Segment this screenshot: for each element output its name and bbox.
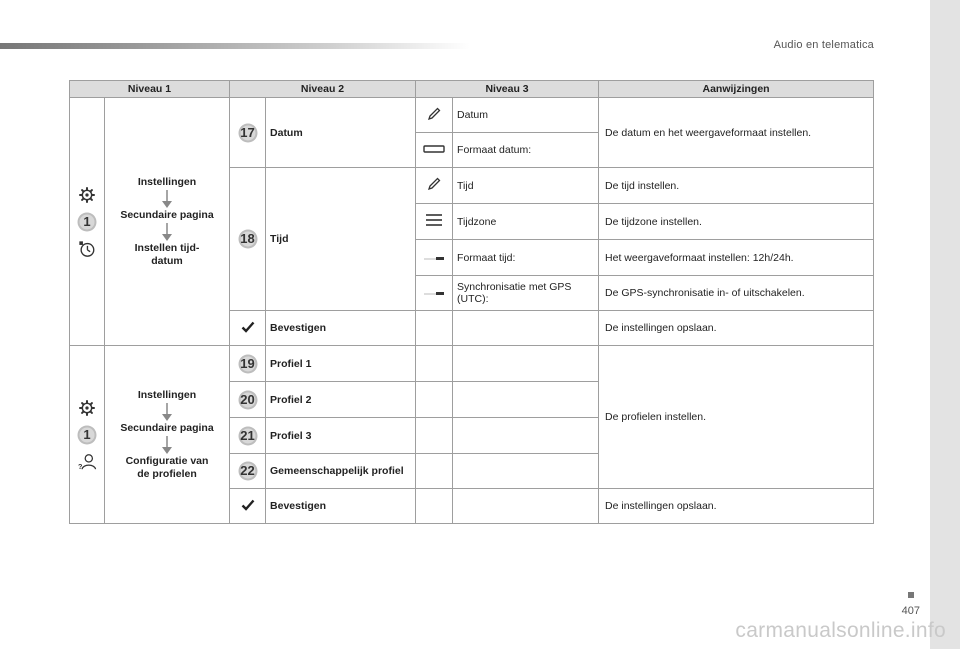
confirm-icon-cell	[230, 311, 266, 346]
empty-cell	[416, 489, 453, 524]
page-number: 407	[901, 605, 920, 617]
watermark: carmanualsonline.info	[735, 619, 946, 642]
arrow-down-icon	[162, 403, 172, 421]
level2-label: Profiel 2	[266, 382, 416, 418]
empty-cell	[453, 346, 599, 382]
switch-icon	[423, 255, 445, 261]
pencil-icon	[426, 106, 442, 122]
settings-reference-table	[69, 80, 874, 524]
badge-cell	[230, 454, 266, 489]
level3-label: Tijd	[453, 168, 599, 204]
profile-icon	[77, 453, 97, 471]
table-row	[70, 98, 874, 133]
section1-menu-path	[105, 98, 230, 346]
note-cell: Het weergaveformaat instellen: 12h/24h.	[599, 240, 874, 276]
step-badge: 1	[77, 212, 97, 232]
empty-cell	[416, 346, 453, 382]
note-cell: De tijd instellen.	[599, 168, 874, 204]
header-niveau-1: Niveau 1	[70, 81, 230, 98]
level3-label: Tijdzone	[453, 204, 599, 240]
header-aanwijzingen: Aanwijzingen	[599, 81, 874, 98]
table-header-row	[70, 81, 874, 98]
level3-icon-cell	[416, 204, 453, 240]
empty-cell	[416, 311, 453, 346]
header-niveau-2: Niveau 2	[230, 81, 416, 98]
menu-step: Instellingen	[137, 175, 197, 188]
empty-cell	[453, 382, 599, 418]
empty-cell	[416, 454, 453, 489]
confirm-label: Bevestigen	[266, 489, 416, 524]
menu-step: Secundaire pagina	[120, 208, 214, 221]
empty-cell	[453, 418, 599, 454]
section2-level1-icons	[70, 346, 105, 524]
gear-icon	[78, 399, 96, 417]
note-cell: De instellingen opslaan.	[599, 489, 874, 524]
list-icon	[425, 213, 443, 227]
arrow-down-icon	[162, 223, 172, 241]
arrow-down-icon	[162, 436, 172, 454]
step-badge: 18	[238, 229, 258, 249]
note-cell: De instellingen opslaan.	[599, 311, 874, 346]
level3-icon-cell	[416, 168, 453, 204]
empty-cell	[453, 454, 599, 489]
switch-icon	[423, 290, 445, 296]
level3-icon-cell	[416, 276, 453, 311]
badge-cell	[230, 346, 266, 382]
confirm-label: Bevestigen	[266, 311, 416, 346]
level3-icon-cell	[416, 133, 453, 168]
page-marker	[908, 592, 914, 598]
menu-step: Configuratie van de profielen	[125, 454, 209, 480]
level3-label: Synchronisatie met GPS (UTC):	[453, 276, 599, 311]
step-badge: 17	[238, 123, 258, 143]
section-title: Audio en telematica	[773, 39, 874, 51]
section1-level1-icons	[70, 98, 105, 346]
arrow-down-icon	[162, 190, 172, 208]
step-badge: 21	[238, 426, 258, 446]
badge-cell	[230, 382, 266, 418]
step-badge: 19	[238, 354, 258, 374]
note-cell: De tijdzone instellen.	[599, 204, 874, 240]
side-strip	[930, 0, 960, 649]
note-cell: De datum en het weergaveformaat instellen.	[599, 98, 874, 168]
level3-label: Datum	[453, 98, 599, 133]
level2-label: Datum	[266, 98, 416, 168]
svg-text:?: ?	[78, 461, 83, 471]
step-badge: 22	[238, 461, 258, 481]
note-cell: De GPS-synchronisatie in- of uitschakelen.	[599, 276, 874, 311]
empty-cell	[453, 489, 599, 524]
pencil-icon	[426, 176, 442, 192]
empty-cell	[453, 311, 599, 346]
section2-menu-path	[105, 346, 230, 524]
level2-label: Gemeenschappelijk profiel	[266, 454, 416, 489]
level2-label: Tijd	[266, 168, 416, 311]
level2-label: Profiel 3	[266, 418, 416, 454]
level3-label: Formaat datum:	[453, 133, 599, 168]
checkmark-icon	[241, 321, 255, 333]
menu-step: Instellingen	[137, 388, 197, 401]
empty-cell	[416, 382, 453, 418]
menu-step: Secundaire pagina	[120, 421, 214, 434]
badge-cell	[230, 98, 266, 168]
note-cell: De profielen instellen.	[599, 346, 874, 489]
level3-label: Formaat tijd:	[453, 240, 599, 276]
level3-icon-cell	[416, 240, 453, 276]
header-niveau-3: Niveau 3	[416, 81, 599, 98]
badge-cell	[230, 418, 266, 454]
header-gradient-bar	[0, 43, 470, 49]
toggle-bar-icon	[423, 145, 445, 153]
step-badge: 20	[238, 390, 258, 410]
level3-icon-cell	[416, 98, 453, 133]
level2-label: Profiel 1	[266, 346, 416, 382]
badge-cell	[230, 168, 266, 311]
gear-icon	[78, 186, 96, 204]
clock-icon	[78, 240, 96, 258]
step-badge: 1	[77, 425, 97, 445]
menu-step: Instellen tijd- datum	[134, 241, 200, 267]
empty-cell	[416, 418, 453, 454]
table-row	[70, 346, 874, 382]
confirm-icon-cell	[230, 489, 266, 524]
checkmark-icon	[241, 499, 255, 511]
